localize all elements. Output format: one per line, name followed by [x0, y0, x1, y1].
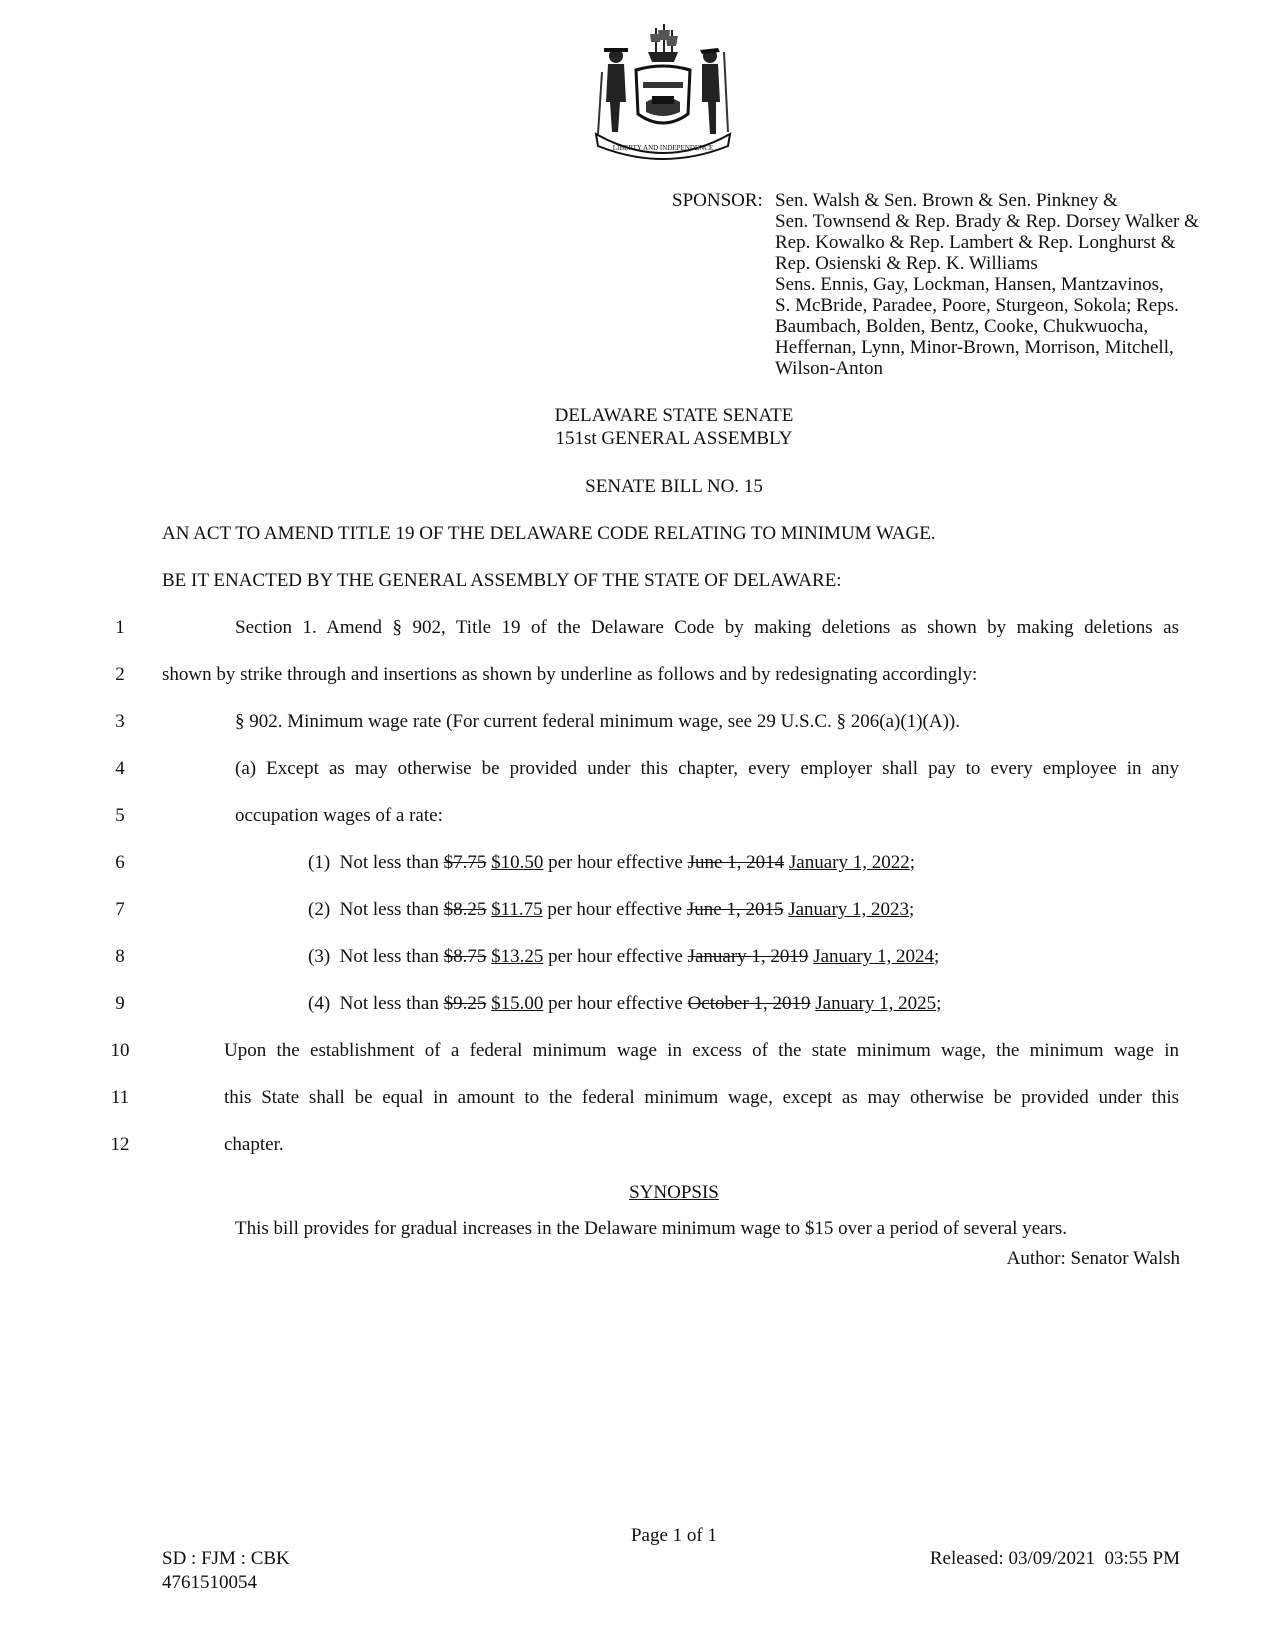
- inserted-rate: $13.25: [491, 946, 544, 967]
- enacting-clause: BE IT ENACTED BY THE GENERAL ASSEMBLY OF THE STATE OF DELAWARE:: [162, 570, 842, 591]
- deleted-rate: $8.75: [443, 946, 487, 967]
- assembly-heading: 151st GENERAL ASSEMBLY: [555, 428, 793, 449]
- deleted-rate: $8.25: [443, 899, 487, 920]
- item-end: ;: [909, 899, 915, 920]
- act-title: AN ACT TO AMEND TITLE 19 OF THE DELAWARE CODE RELATING TO MINIMUM WAGE.: [162, 523, 936, 544]
- inserted-date: January 1, 2025: [815, 993, 937, 1014]
- item-mid: per hour effective: [548, 852, 683, 873]
- deleted-date: June 1, 2014: [687, 852, 785, 873]
- inserted-rate: $10.50: [491, 852, 544, 873]
- inserted-date: January 1, 2023: [788, 899, 910, 920]
- sponsor-line: Sen. Townsend & Rep. Brady & Rep. Dorsey Walker &: [775, 211, 1199, 232]
- line-number: 3: [115, 711, 125, 732]
- deleted-date: January 1, 2019: [687, 946, 809, 967]
- deleted-rate: $7.75: [443, 852, 487, 873]
- seal-motto: LIBERTY AND INDEPENDENCE: [612, 144, 714, 152]
- line-number: 12: [110, 1134, 130, 1155]
- inserted-rate: $15.00: [491, 993, 544, 1014]
- line-number: 11: [110, 1087, 130, 1108]
- inserted-date: January 1, 2022: [788, 852, 910, 873]
- line-number: 9: [115, 993, 125, 1014]
- sponsor-line: Heffernan, Lynn, Minor-Brown, Morrison, Mitchell,: [775, 337, 1174, 358]
- item-mid: per hour effective: [548, 946, 683, 967]
- line-number: 2: [115, 664, 125, 685]
- wage-item: [308, 993, 941, 1015]
- line-number: 5: [115, 805, 125, 826]
- item-number: (4): [308, 993, 331, 1014]
- item-prefix: Not less than: [339, 993, 439, 1014]
- deleted-date: October 1, 2019: [687, 993, 811, 1014]
- line-number: 7: [115, 899, 125, 920]
- sponsor-line: Rep. Kowalko & Rep. Lambert & Rep. Longhurst &: [775, 232, 1176, 253]
- bill-text-line: occupation wages of a rate:: [235, 805, 443, 826]
- item-number: (1): [308, 852, 331, 873]
- line-number: 4: [115, 758, 125, 779]
- synopsis-text: This bill provides for gradual increases in the Delaware minimum wage to $15 over a period of several years.: [235, 1218, 1068, 1239]
- item-end: ;: [934, 946, 940, 967]
- wage-item: [308, 852, 915, 874]
- chamber-heading: DELAWARE STATE SENATE: [554, 405, 794, 426]
- item-prefix: Not less than: [339, 852, 439, 873]
- document-id: 4761510054: [162, 1572, 257, 1593]
- bill-text-line: shown by strike through and insertions as shown by underline as follows and by redesignating accordingly:: [162, 664, 978, 685]
- item-prefix: Not less than: [339, 946, 439, 967]
- author-line: Author: Senator Walsh: [1006, 1248, 1180, 1269]
- wage-item: [308, 899, 914, 921]
- deleted-date: June 1, 2015: [686, 899, 784, 920]
- deleted-rate: $9.25: [443, 993, 487, 1014]
- sponsor-line: Rep. Osienski & Rep. K. Williams: [775, 253, 1038, 274]
- bill-text-line: Upon the establishment of a federal minimum wage in excess of the state minimum wage, the minimum wage in: [224, 1040, 1179, 1061]
- sponsor-line: Sen. Walsh & Sen. Brown & Sen. Pinkney &: [775, 190, 1118, 211]
- bill-text-line: § 902. Minimum wage rate (For current federal minimum wage, see 29 U.S.C. § 206(a)(1)(A)).: [235, 711, 960, 732]
- wage-item: [308, 946, 939, 968]
- item-number: (2): [308, 899, 331, 920]
- synopsis-heading-text: SYNOPSIS: [629, 1182, 719, 1203]
- item-end: ;: [936, 993, 942, 1014]
- item-mid: per hour effective: [547, 899, 683, 920]
- sponsor-line: Wilson-Anton: [775, 358, 883, 379]
- line-number: 8: [115, 946, 125, 967]
- synopsis-heading: [0, 1182, 1265, 1204]
- sponsor-line: S. McBride, Paradee, Poore, Sturgeon, Sokola; Reps.: [775, 295, 1179, 316]
- line-number: 6: [115, 852, 125, 873]
- release-timestamp: Released: 03/09/2021 03:55 PM: [929, 1548, 1180, 1569]
- bill-text-line: (a) Except as may otherwise be provided under this chapter, every employer shall pay to every employee in any: [235, 758, 1179, 779]
- item-number: (3): [308, 946, 331, 967]
- sponsor-line: Baumbach, Bolden, Bentz, Cooke, Chukwuocha,: [775, 316, 1149, 337]
- bill-text-line: chapter.: [224, 1134, 284, 1155]
- line-number: 10: [110, 1040, 130, 1061]
- bill-number: SENATE BILL NO. 15: [585, 476, 763, 497]
- sponsor-label: SPONSOR:: [672, 190, 763, 211]
- state-seal-logo: [588, 22, 738, 164]
- bill-text-line: this State shall be equal in amount to the federal minimum wage, except as may otherwise be provided under this: [224, 1087, 1179, 1108]
- line-number: 1: [115, 617, 125, 638]
- item-mid: per hour effective: [548, 993, 683, 1014]
- inserted-date: January 1, 2024: [813, 946, 935, 967]
- page-number: Page 1 of 1: [630, 1525, 717, 1546]
- bill-text-line: Section 1. Amend § 902, Title 19 of the Delaware Code by making deletions as shown by making deletions as: [235, 617, 1179, 638]
- sponsor-list: [775, 190, 1245, 379]
- sponsor-line: Sens. Ennis, Gay, Lockman, Hansen, Mantzavinos,: [775, 274, 1164, 295]
- inserted-rate: $11.75: [491, 899, 543, 920]
- item-end: ;: [909, 852, 916, 873]
- drafter-initials: SD : FJM : CBK: [162, 1548, 290, 1569]
- item-prefix: Not less than: [339, 899, 439, 920]
